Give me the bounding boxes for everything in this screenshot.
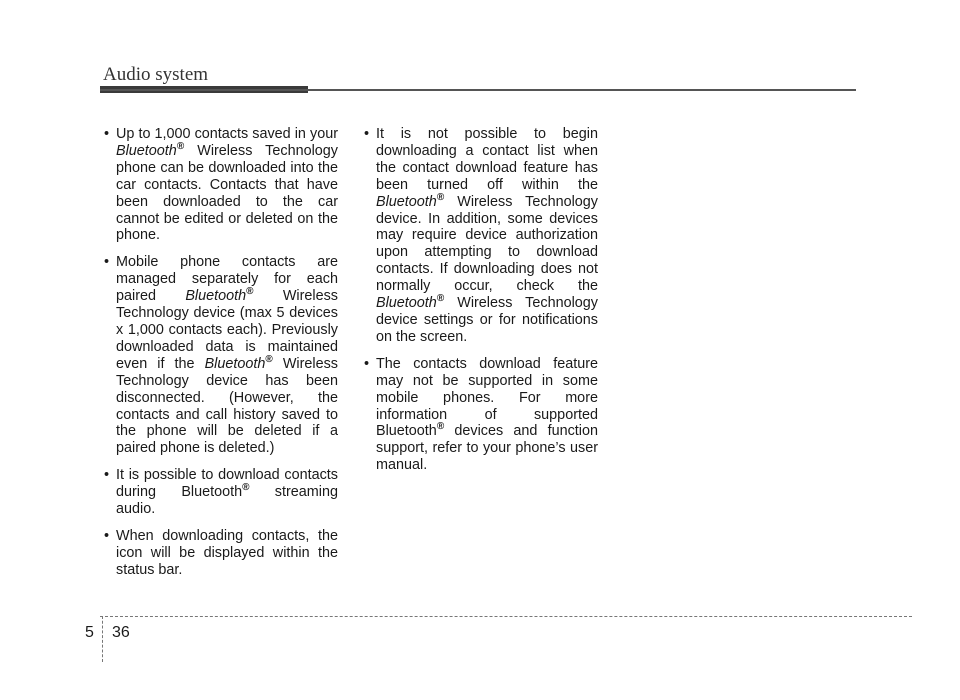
- section-title: Audio system: [103, 64, 209, 85]
- header-rule: [100, 89, 856, 91]
- page-number: 36: [112, 624, 130, 641]
- bullet-contacts-limit: • Up to 1,000 contacts saved in your Bluetooth® Wireless Technology phone can be downloaded into the car contacts. Contacts that have been downloaded to the car cannot be edited or deleted on the phone.: [101, 126, 338, 244]
- footer-rule: [100, 616, 912, 617]
- bullet-streaming-download: • It is possible to download contacts during Bluetooth® streaming audio.: [101, 467, 338, 518]
- bullet-not-supported: • The contacts download feature may not be supported in some mobile phones. For more information of supported Bluetooth® devices and function support, refer to your phone’s user manual.: [361, 356, 598, 474]
- bullet-download-disabled: • It is not possible to begin downloading a contact list when the contact download feature has been turned off within the Bluetooth® Wireless Technology device. In addition, some devices may require device authorization upon attempting to download contacts. If downloading does not normally occur, check the Bluetooth® Wireless Technology device settings or for notifications on the screen.: [361, 126, 598, 346]
- bullet-contacts-managed: • Mobile phone contacts are managed separately for each paired Bluetooth® Wireless Technology device (max 5 devices x 1,000 contacts each). Previously downloaded data is maintained even if the Bluetooth® Wireless Technology device has been disconnected. (However, the contacts and call history saved to the phone will be deleted if a paired phone is deleted.): [101, 254, 338, 457]
- right-column: [361, 126, 598, 484]
- chapter-number: 5: [85, 624, 94, 641]
- bullet-status-icon: • When downloading contacts, the icon will be displayed within the status bar.: [101, 528, 338, 579]
- footer-divider: [102, 616, 103, 662]
- left-column: [101, 126, 338, 589]
